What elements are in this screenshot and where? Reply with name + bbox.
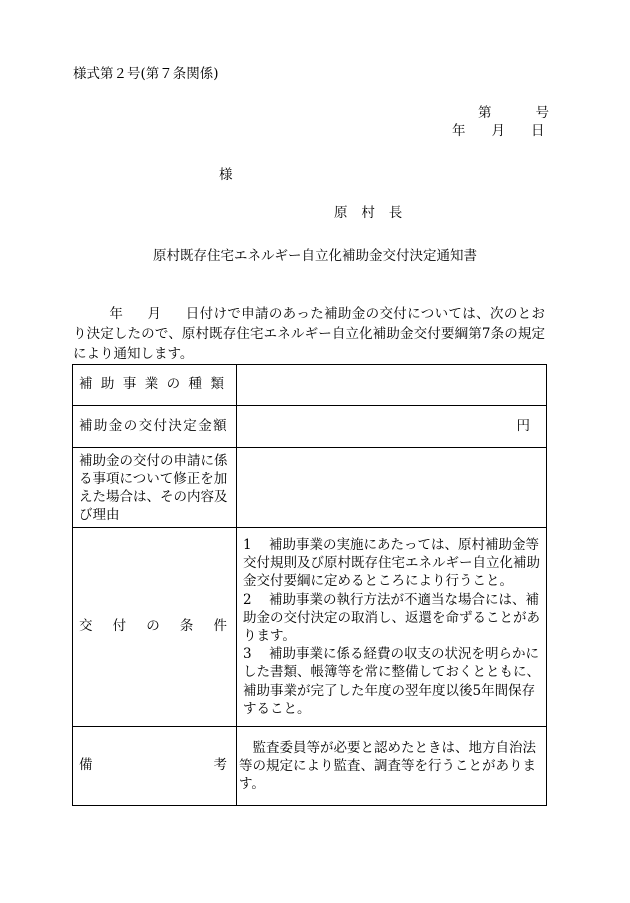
notification-table (72, 364, 547, 806)
table-row (73, 365, 547, 406)
value-remarks: 監査委員等が必要と認めたときは、地方自治法等の規定により監査、調査等を行うことがあります。 (237, 727, 547, 806)
label-remarks: 備 考 (73, 727, 237, 806)
date-month: 月 (491, 123, 505, 139)
document-number (478, 107, 549, 121)
number-prefix: 第 (478, 105, 492, 121)
condition-item: 2 補助事業の執行方法が不適当な場合には、補助金の交付決定の取消し、返還を命ずることがあります。 (243, 591, 540, 644)
body-text: 日付けで申請のあった補助金の交付については、次のとおり決定したので、原村既存住宅エネルギー自立化補助金交付要綱第7条の規定により通知します。 (73, 306, 546, 362)
label-grant-amount: 補助金の交付決定金額 (73, 406, 237, 448)
recipient-suffix: 様 (219, 167, 233, 183)
form-label: 様式第２号(第７条関係) (73, 66, 219, 82)
body-paragraph (73, 304, 545, 364)
issuer-name: 原 村 長 (334, 205, 403, 221)
table-row (73, 528, 547, 727)
value-grant-amount: 円 (237, 406, 547, 448)
condition-item: 1 補助事業の実施にあたっては、原村補助金等交付規則及び原村既存住宅エネルギー自立化補助金交付要綱に定めるところにより行うこと。 (243, 536, 540, 590)
document-title: 原村既存住宅エネルギー自立化補助金交付決定通知書 (153, 248, 477, 264)
table-row (73, 448, 547, 528)
value-conditions (237, 528, 547, 727)
date-year: 年 (452, 123, 466, 139)
document-date (452, 125, 545, 139)
value-project-type (237, 365, 547, 406)
body-month: 月 (147, 306, 162, 322)
label-project-type: 補 助 事 業 の 種 類 (73, 365, 237, 406)
value-amendment (237, 448, 547, 528)
label-conditions: 交 付 の 条 件 (73, 528, 237, 727)
table-row (73, 727, 547, 806)
body-year: 年 (109, 306, 124, 322)
table-row (73, 406, 547, 448)
date-day: 日 (531, 123, 545, 139)
label-amendment: 補助金の交付の申請に係る事項について修正を加えた場合は、その内容及び理由 (73, 448, 237, 528)
condition-item: 3 補助事業に係る経費の収支の状況を明らかにした書類、帳簿等を常に整備しておくとともに、補助事業が完了した年度の翌年度以後5年間保存すること。 (243, 646, 540, 717)
number-suffix: 号 (535, 105, 549, 121)
